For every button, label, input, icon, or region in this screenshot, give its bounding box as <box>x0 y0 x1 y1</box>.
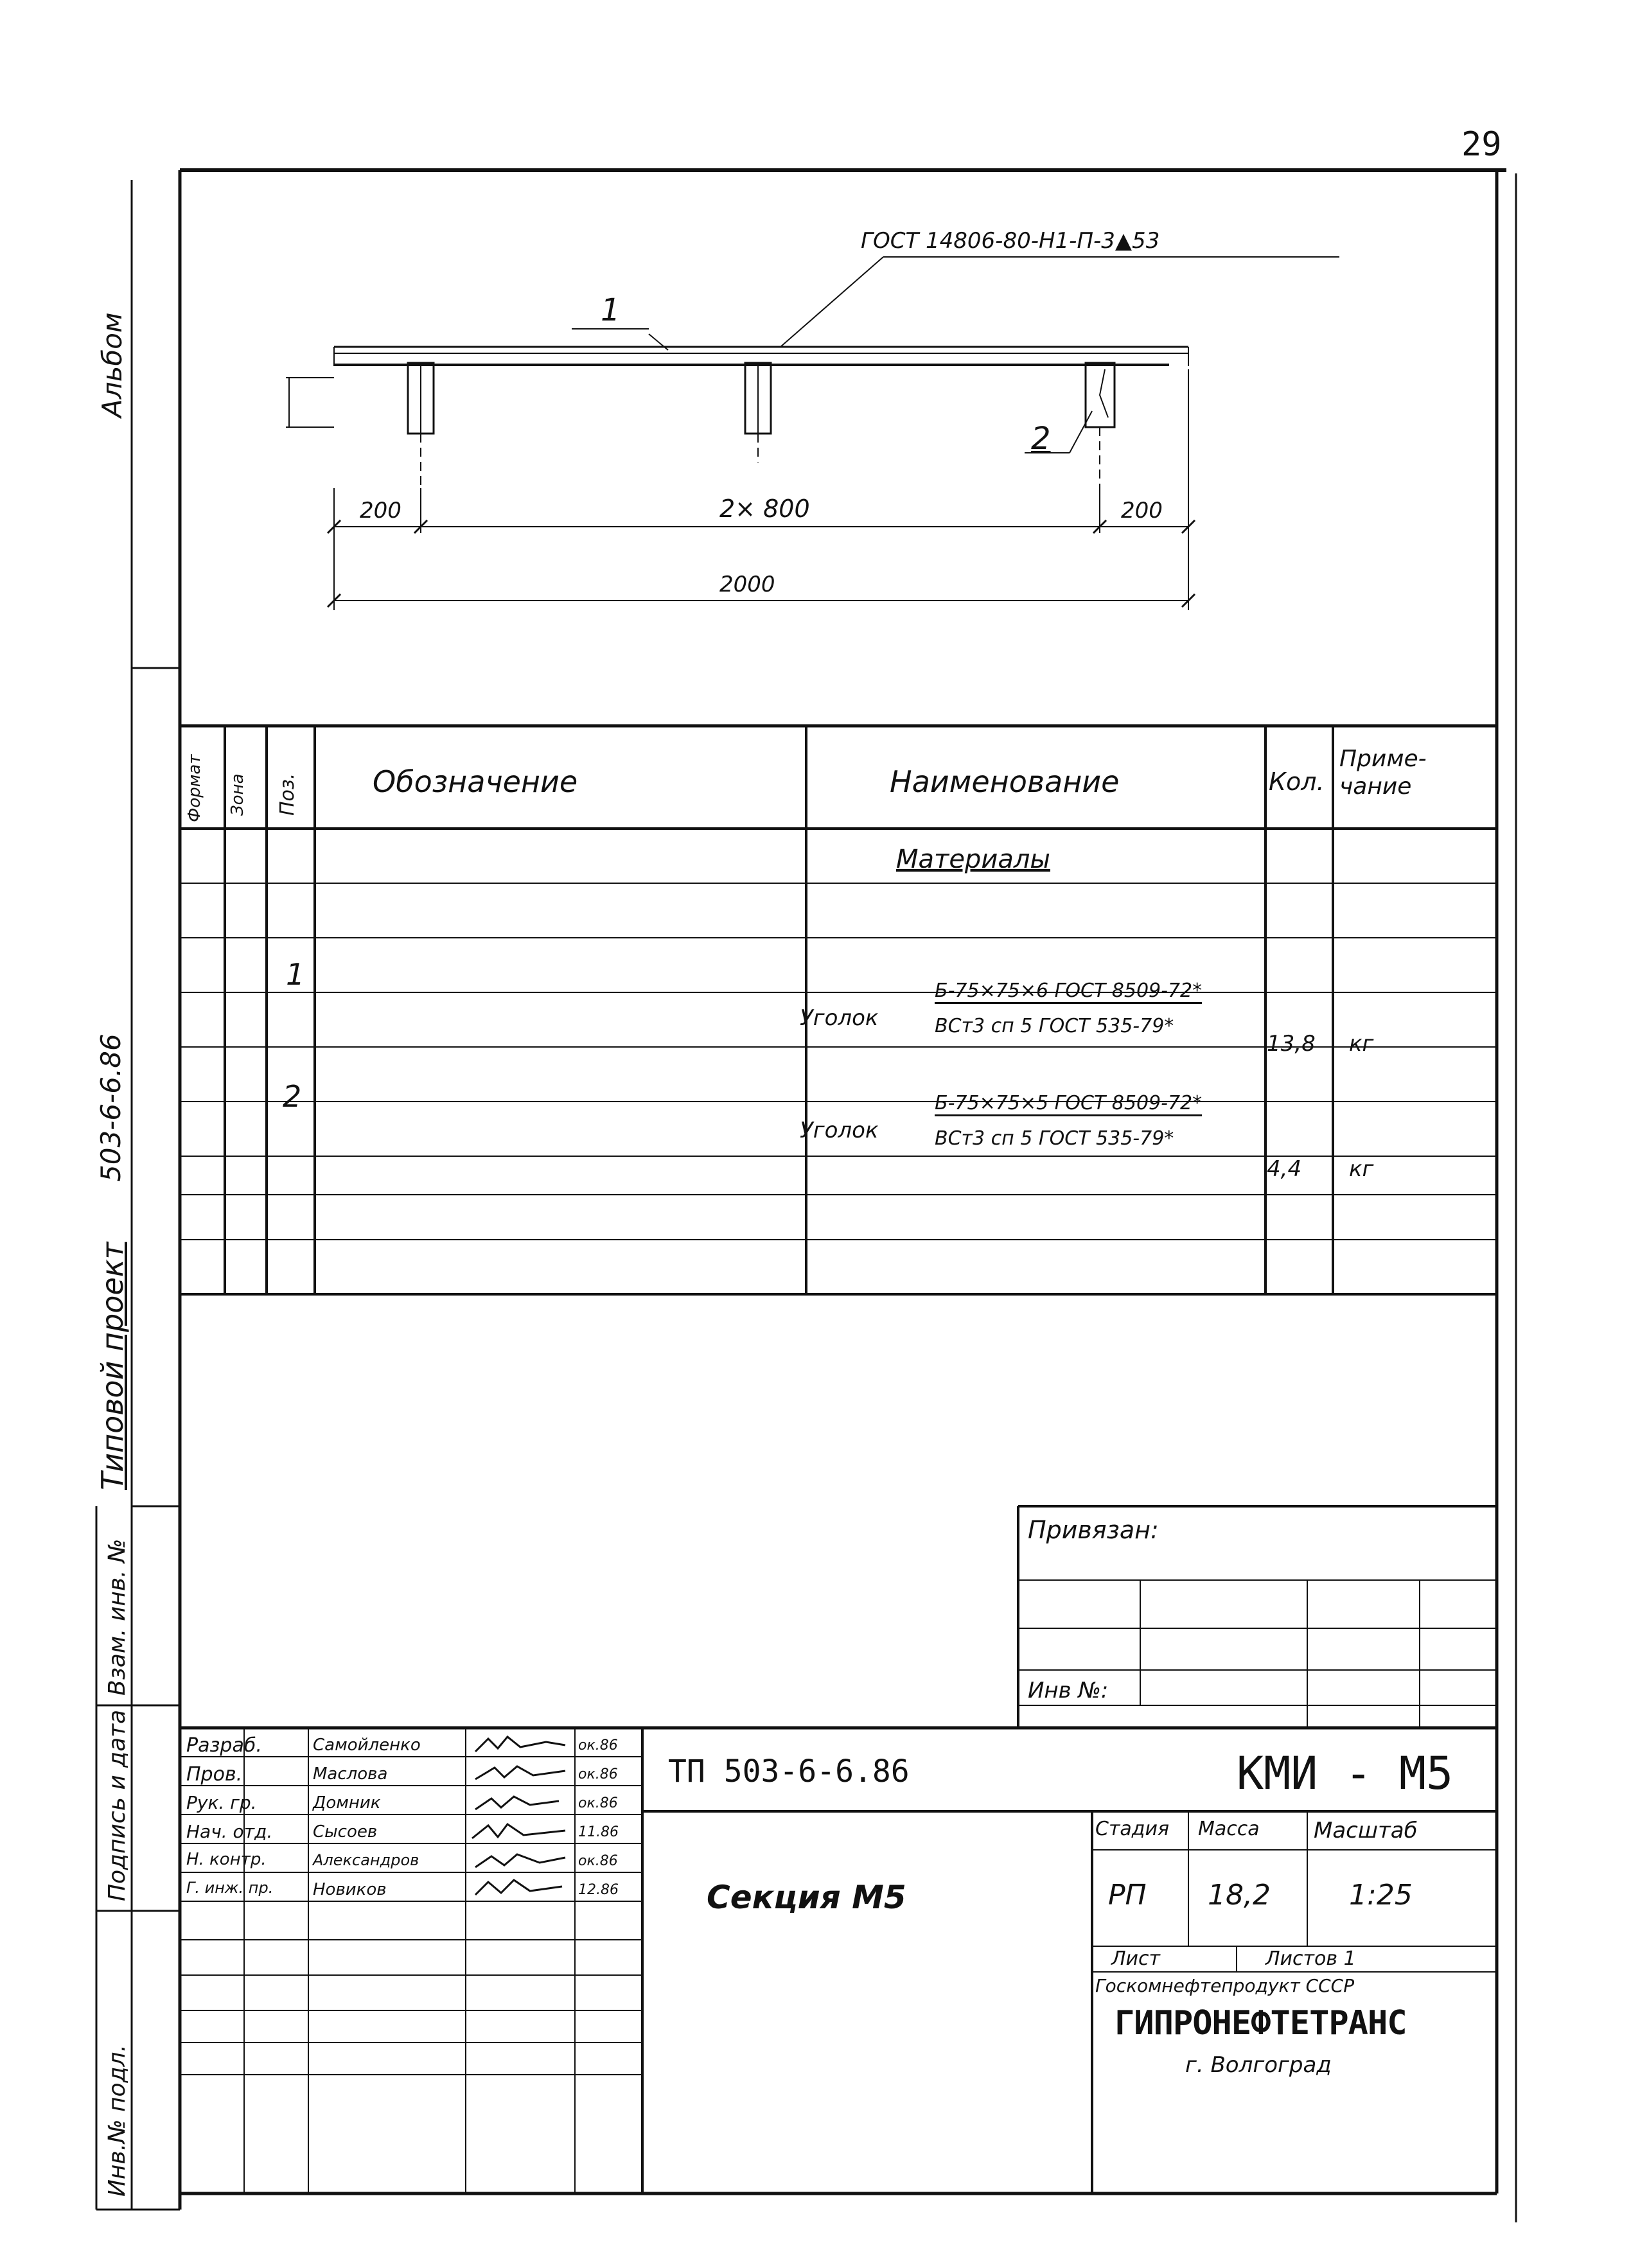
name-1: Маслова <box>313 1764 388 1784</box>
city: г. Волгоград <box>1185 2052 1332 2078</box>
name-2: Домник <box>313 1793 381 1813</box>
row-2-qty: 4,4 <box>1267 1156 1302 1182</box>
row-1-note: кг <box>1349 1031 1374 1057</box>
org-name: ГИПРОНЕФТЕТРАНС <box>1115 2004 1407 2043</box>
header-qty: Кол. <box>1269 768 1325 796</box>
page-number: 29 <box>1461 125 1502 164</box>
dim-total: 2000 <box>719 572 775 597</box>
binding-inv-label: Инв №: <box>1028 1678 1109 1703</box>
scale-value: 1:25 <box>1349 1879 1413 1912</box>
role-2: Рук. гр. <box>186 1792 257 1813</box>
role-4: Н. контр. <box>186 1850 267 1869</box>
stage-label: Стадия <box>1095 1818 1170 1840</box>
header-format: Формат <box>185 754 204 822</box>
name-0: Самойленко <box>313 1736 421 1755</box>
side-label-project: Типовой проект <box>95 1242 130 1490</box>
row-1-pos: 1 <box>286 957 305 992</box>
dim-right: 200 <box>1121 498 1163 523</box>
side-label-inv-orig: Инв.№ подл. <box>104 2044 130 2197</box>
side-label-number: 503-6-6.86 <box>95 1033 127 1182</box>
name-3: Сысоев <box>313 1822 378 1842</box>
callout-spec: ГОСТ 14806-80-Н1-П-3▲53 <box>861 228 1160 254</box>
row-2-pos: 2 <box>283 1079 302 1114</box>
sheets-label: Листов 1 <box>1265 1947 1356 1970</box>
ministry: Госкомнефтепродукт СССР <box>1095 1975 1355 1996</box>
date-2: ок.86 <box>578 1795 618 1811</box>
side-label-replace: Взам. инв. № <box>104 1538 130 1696</box>
dim-middle: 2× 800 <box>719 495 810 523</box>
position-1-label: 1 <box>601 292 621 328</box>
row-1-name-top: Б-75×75×6 ГОСТ 8509-72* <box>935 980 1202 1004</box>
role-0: Разраб. <box>186 1734 262 1757</box>
date-1: ок.86 <box>578 1766 618 1782</box>
binding-title: Привязан: <box>1028 1516 1159 1544</box>
header-zone: Зона <box>228 773 247 816</box>
role-3: Нач. отд. <box>186 1821 273 1842</box>
sheet-code: КМИ - М5 <box>1237 1747 1454 1800</box>
drawing-title: Секция М5 <box>707 1879 906 1916</box>
stage-value: РП <box>1108 1879 1147 1912</box>
date-4: ок.86 <box>578 1853 618 1869</box>
name-5: Новиков <box>313 1880 387 1899</box>
row-2-name-prefix: Уголок <box>800 1118 879 1143</box>
row-1-name-bottom: ВСт3 сп 5 ГОСТ 535-79* <box>935 1015 1174 1037</box>
role-1: Пров. <box>186 1763 243 1786</box>
date-0: ок.86 <box>578 1737 618 1754</box>
dim-left: 200 <box>360 498 401 523</box>
header-designation: Обозначение <box>373 764 578 799</box>
header-pos: Поз. <box>276 773 299 816</box>
side-label-top: Альбом <box>96 312 128 418</box>
mass-value: 18,2 <box>1208 1879 1271 1912</box>
scale-label: Масштаб <box>1314 1818 1418 1843</box>
header-note: Приме-чание <box>1339 746 1427 800</box>
row-2-note: кг <box>1349 1156 1374 1182</box>
signatures <box>469 1729 575 1903</box>
name-4: Александров <box>313 1851 419 1869</box>
row-1-qty: 13,8 <box>1267 1031 1316 1057</box>
header-name: Наименование <box>890 764 1120 799</box>
date-5: 12.86 <box>578 1882 619 1898</box>
date-3: 11.86 <box>578 1824 619 1840</box>
beam-drawing <box>286 257 1339 610</box>
mass-label: Масса <box>1198 1818 1260 1840</box>
row-2-name-bottom: ВСт3 сп 5 ГОСТ 535-79* <box>935 1127 1174 1150</box>
row-1-name-prefix: Уголок <box>800 1005 879 1031</box>
section-title: Материалы <box>896 845 1050 874</box>
position-2-label: 2 <box>1031 421 1051 457</box>
doc-number: ТП 503-6-6.86 <box>668 1754 910 1789</box>
role-5: Г. инж. пр. <box>186 1879 274 1897</box>
row-2-name-top: Б-75×75×5 ГОСТ 8509-72* <box>935 1092 1202 1116</box>
sheet-label: Лист <box>1111 1947 1161 1970</box>
side-label-sign-date: Подпись и дата <box>104 1709 130 1901</box>
